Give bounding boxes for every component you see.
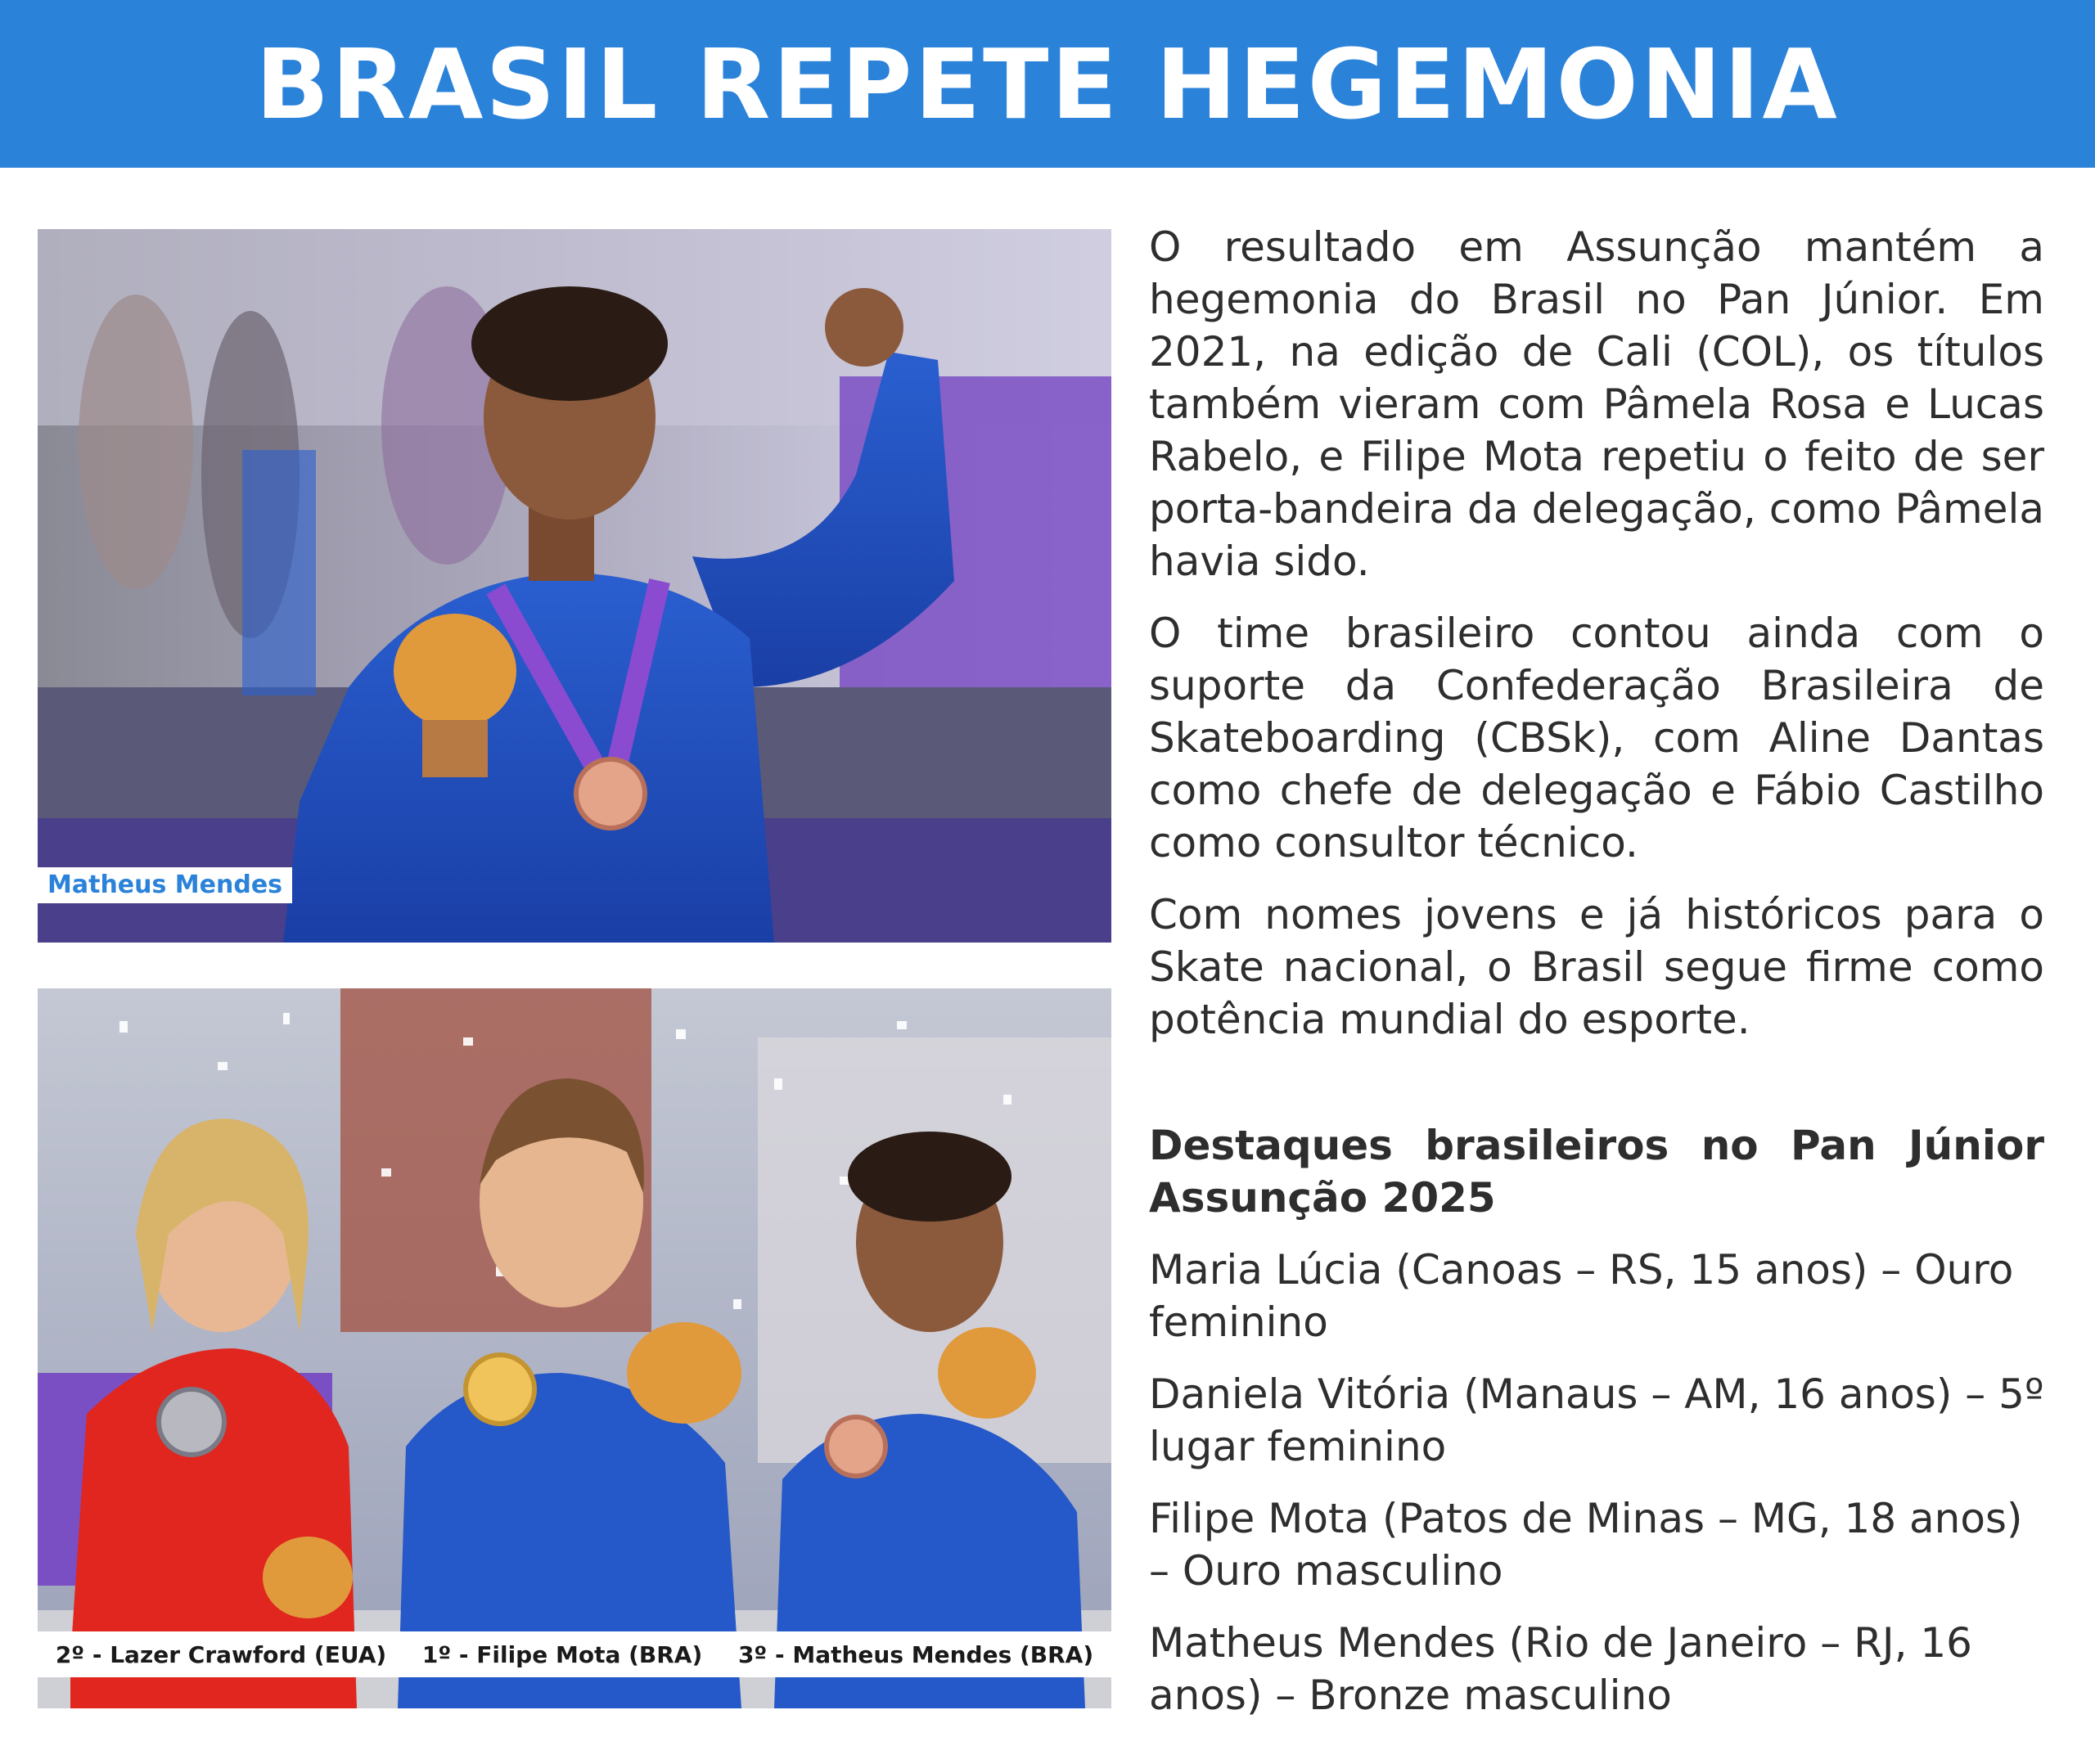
caption-third-place: 3º - Matheus Mendes (BRA)	[737, 1640, 1094, 1668]
podium-captions	[38, 1631, 1111, 1677]
highlight-item: Matheus Mendes (Rio de Janeiro – RJ, 16 anos) – Bronze masculino	[1149, 1619, 1972, 1719]
paragraph-3: Com nomes jovens e já históricos para o Skate nacional, o Brasil segue firme como potência mundial do esporte.	[1149, 891, 2044, 1043]
title-banner	[0, 0, 2095, 168]
photo-podium-three-athletes	[38, 988, 1111, 1708]
article-text	[1149, 221, 2044, 1741]
photo-credit: Matheus Mendes	[38, 867, 292, 903]
paragraph-1: O resultado em Assunção mantém a hegemonia do Brasil no Pan Júnior. Em 2021, na edição de Cali (COL), os títulos também vieram com Pâmela Rosa e Lucas Rabelo, e Filipe Mota repetiu o feito de ser porta-bandeira da delegação, como Pâmela havia sido.	[1149, 223, 2044, 585]
highlight-item: Filipe Mota (Patos de Minas – MG, 18 anos) – Ouro masculino	[1149, 1495, 2023, 1595]
paragraph-2: O time brasileiro contou ainda com o suporte da Confederação Brasileira de Skateboarding (CBSk), com Aline Dantas como chefe de delegação e Fábio Castilho como consultor técnico.	[1149, 610, 2044, 866]
caption-first-place: 1º - Filipe Mota (BRA)	[421, 1640, 703, 1668]
highlights-heading: Destaques brasileiros no Pan Júnior Assunção 2025	[1149, 1122, 2044, 1222]
page-title: BRASIL REPETE HEGEMONIA	[255, 27, 1840, 141]
photo-athlete-raised-fist	[38, 229, 1111, 943]
highlight-item: Maria Lúcia (Canoas – RS, 15 anos) – Ouro feminino	[1149, 1246, 2014, 1346]
caption-second-place: 2º - Lazer Crawford (EUA)	[55, 1640, 387, 1668]
highlight-item: Daniela Vitória (Manaus – AM, 16 anos) – 5º lugar feminino	[1149, 1370, 2044, 1470]
photo-podium	[38, 988, 1111, 1708]
photo-matheus-mendes	[38, 229, 1111, 943]
